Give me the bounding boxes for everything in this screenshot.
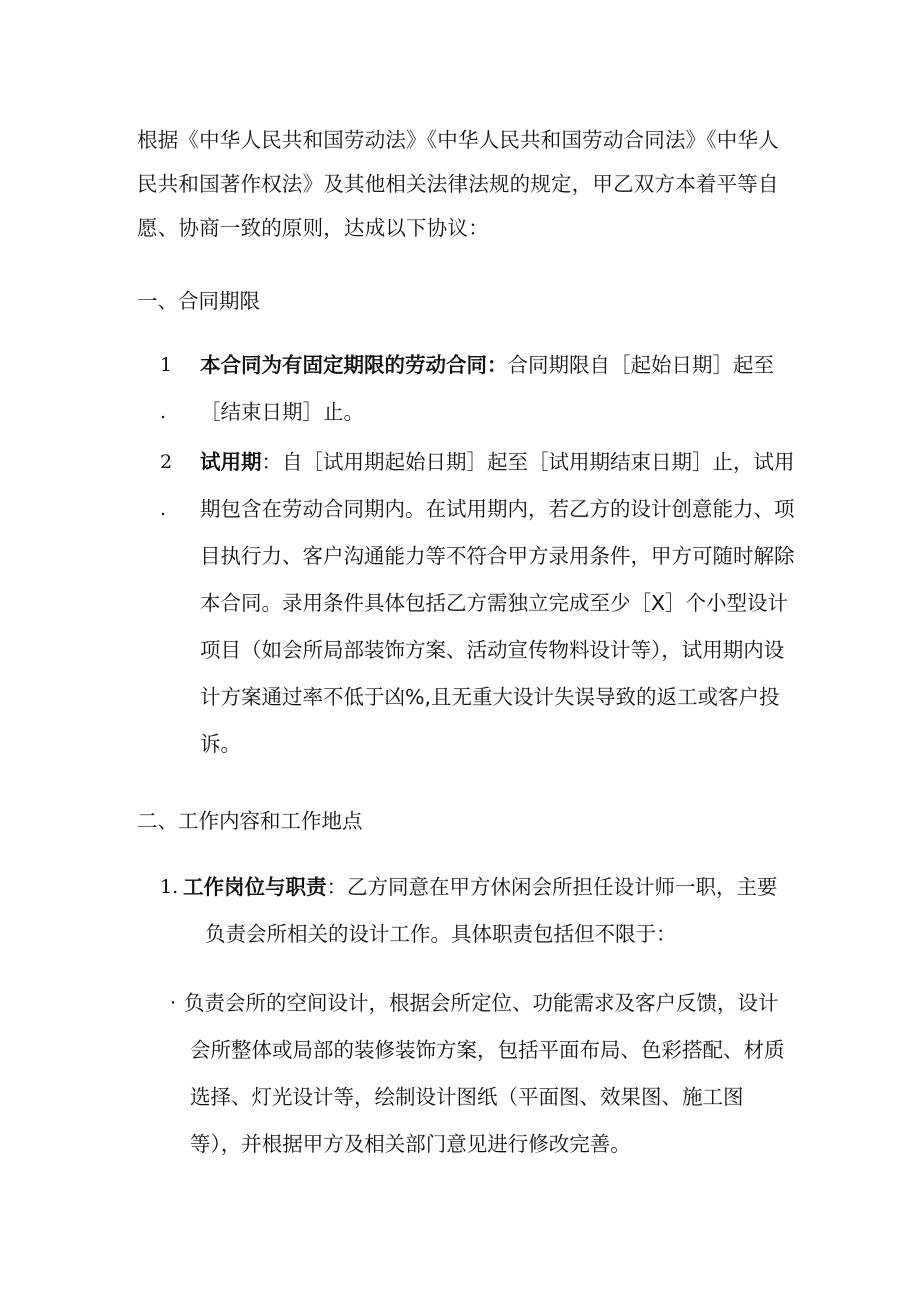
intro-line: 民共和国著作权法》及其他相关法律法规的规定，甲乙双方本着平等自 bbox=[137, 172, 779, 196]
clause-body bbox=[183, 864, 813, 958]
clause-bold-term: 本合同为有固定期限的劳动合同： bbox=[200, 353, 508, 377]
clause-line: 期包含在劳动合同期内。在试用期内，若乙方的设计创意能力、项 bbox=[200, 497, 795, 521]
clause-line bbox=[200, 439, 820, 486]
clause-text: ：自［试用期起始日期］起至［试用期结束日期］止，试用 bbox=[261, 450, 795, 474]
clause-line: 目执行力、客户沟通能力等不符合甲方录用条件，甲方可随时解除 bbox=[200, 544, 795, 568]
clause-number: 2 . bbox=[160, 451, 173, 520]
clause-line: 本合同。录用条件具体包括乙方需独立完成至少［X］个小型设计 bbox=[200, 591, 789, 615]
clause-line bbox=[200, 342, 810, 389]
clause-line: 诉。 bbox=[200, 732, 241, 756]
clause-body bbox=[200, 342, 810, 436]
section-heading-contract-term: 一、合同期限 bbox=[137, 289, 260, 313]
bullet-line: 等），并根据甲方及相关部门意见进行修改完善。 bbox=[190, 1132, 631, 1156]
clause-number: 1. bbox=[160, 876, 179, 898]
clause-line: 计方案通过率不低于凶%,且无重大设计失误导致的返工或客户投 bbox=[200, 685, 780, 709]
bullet-marker: · bbox=[170, 992, 177, 1014]
clause-bold-term: 试用期 bbox=[200, 450, 262, 474]
clause-line bbox=[183, 864, 813, 911]
section-heading-work-content: 二、工作内容和工作地点 bbox=[137, 809, 363, 833]
bullet-line: 会所整体或局部的装修装饰方案，包括平面布局、色彩搭配、材质 bbox=[190, 1038, 785, 1062]
clause-line: 项目（如会所局部装饰方案、活动宣传物料设计等），试用期内设 bbox=[200, 638, 785, 662]
intro-paragraph bbox=[137, 118, 787, 250]
bullet-line: 选择、灯光设计等，绘制设计图纸（平面图、效果图、施工图 bbox=[190, 1085, 744, 1109]
bullet-line: 负责会所的空间设计，根据会所定位、功能需求及客户反馈，设计 bbox=[184, 991, 779, 1015]
intro-line: 根据《中华人民共和国劳动法》《中华人民共和国劳动合同法》《中华人 bbox=[137, 128, 779, 152]
clause-body bbox=[200, 439, 820, 768]
clause-text: 合同期限自［起始日期］起至 bbox=[507, 353, 774, 377]
clause-bold-term: 工作岗位与职责 bbox=[183, 875, 327, 899]
clause-line: 负责会所相关的设计工作。具体职责包括但不限于： bbox=[205, 922, 677, 946]
clause-text: ：乙方同意在甲方休闲会所担任设计师一职，主要 bbox=[326, 875, 778, 899]
clause-line: ［结束日期］止。 bbox=[200, 400, 364, 424]
intro-line: 愿、协商一致的原则，达成以下协议： bbox=[137, 216, 489, 240]
clause-number: 1 . bbox=[160, 354, 173, 423]
bullet-body bbox=[184, 980, 794, 1168]
